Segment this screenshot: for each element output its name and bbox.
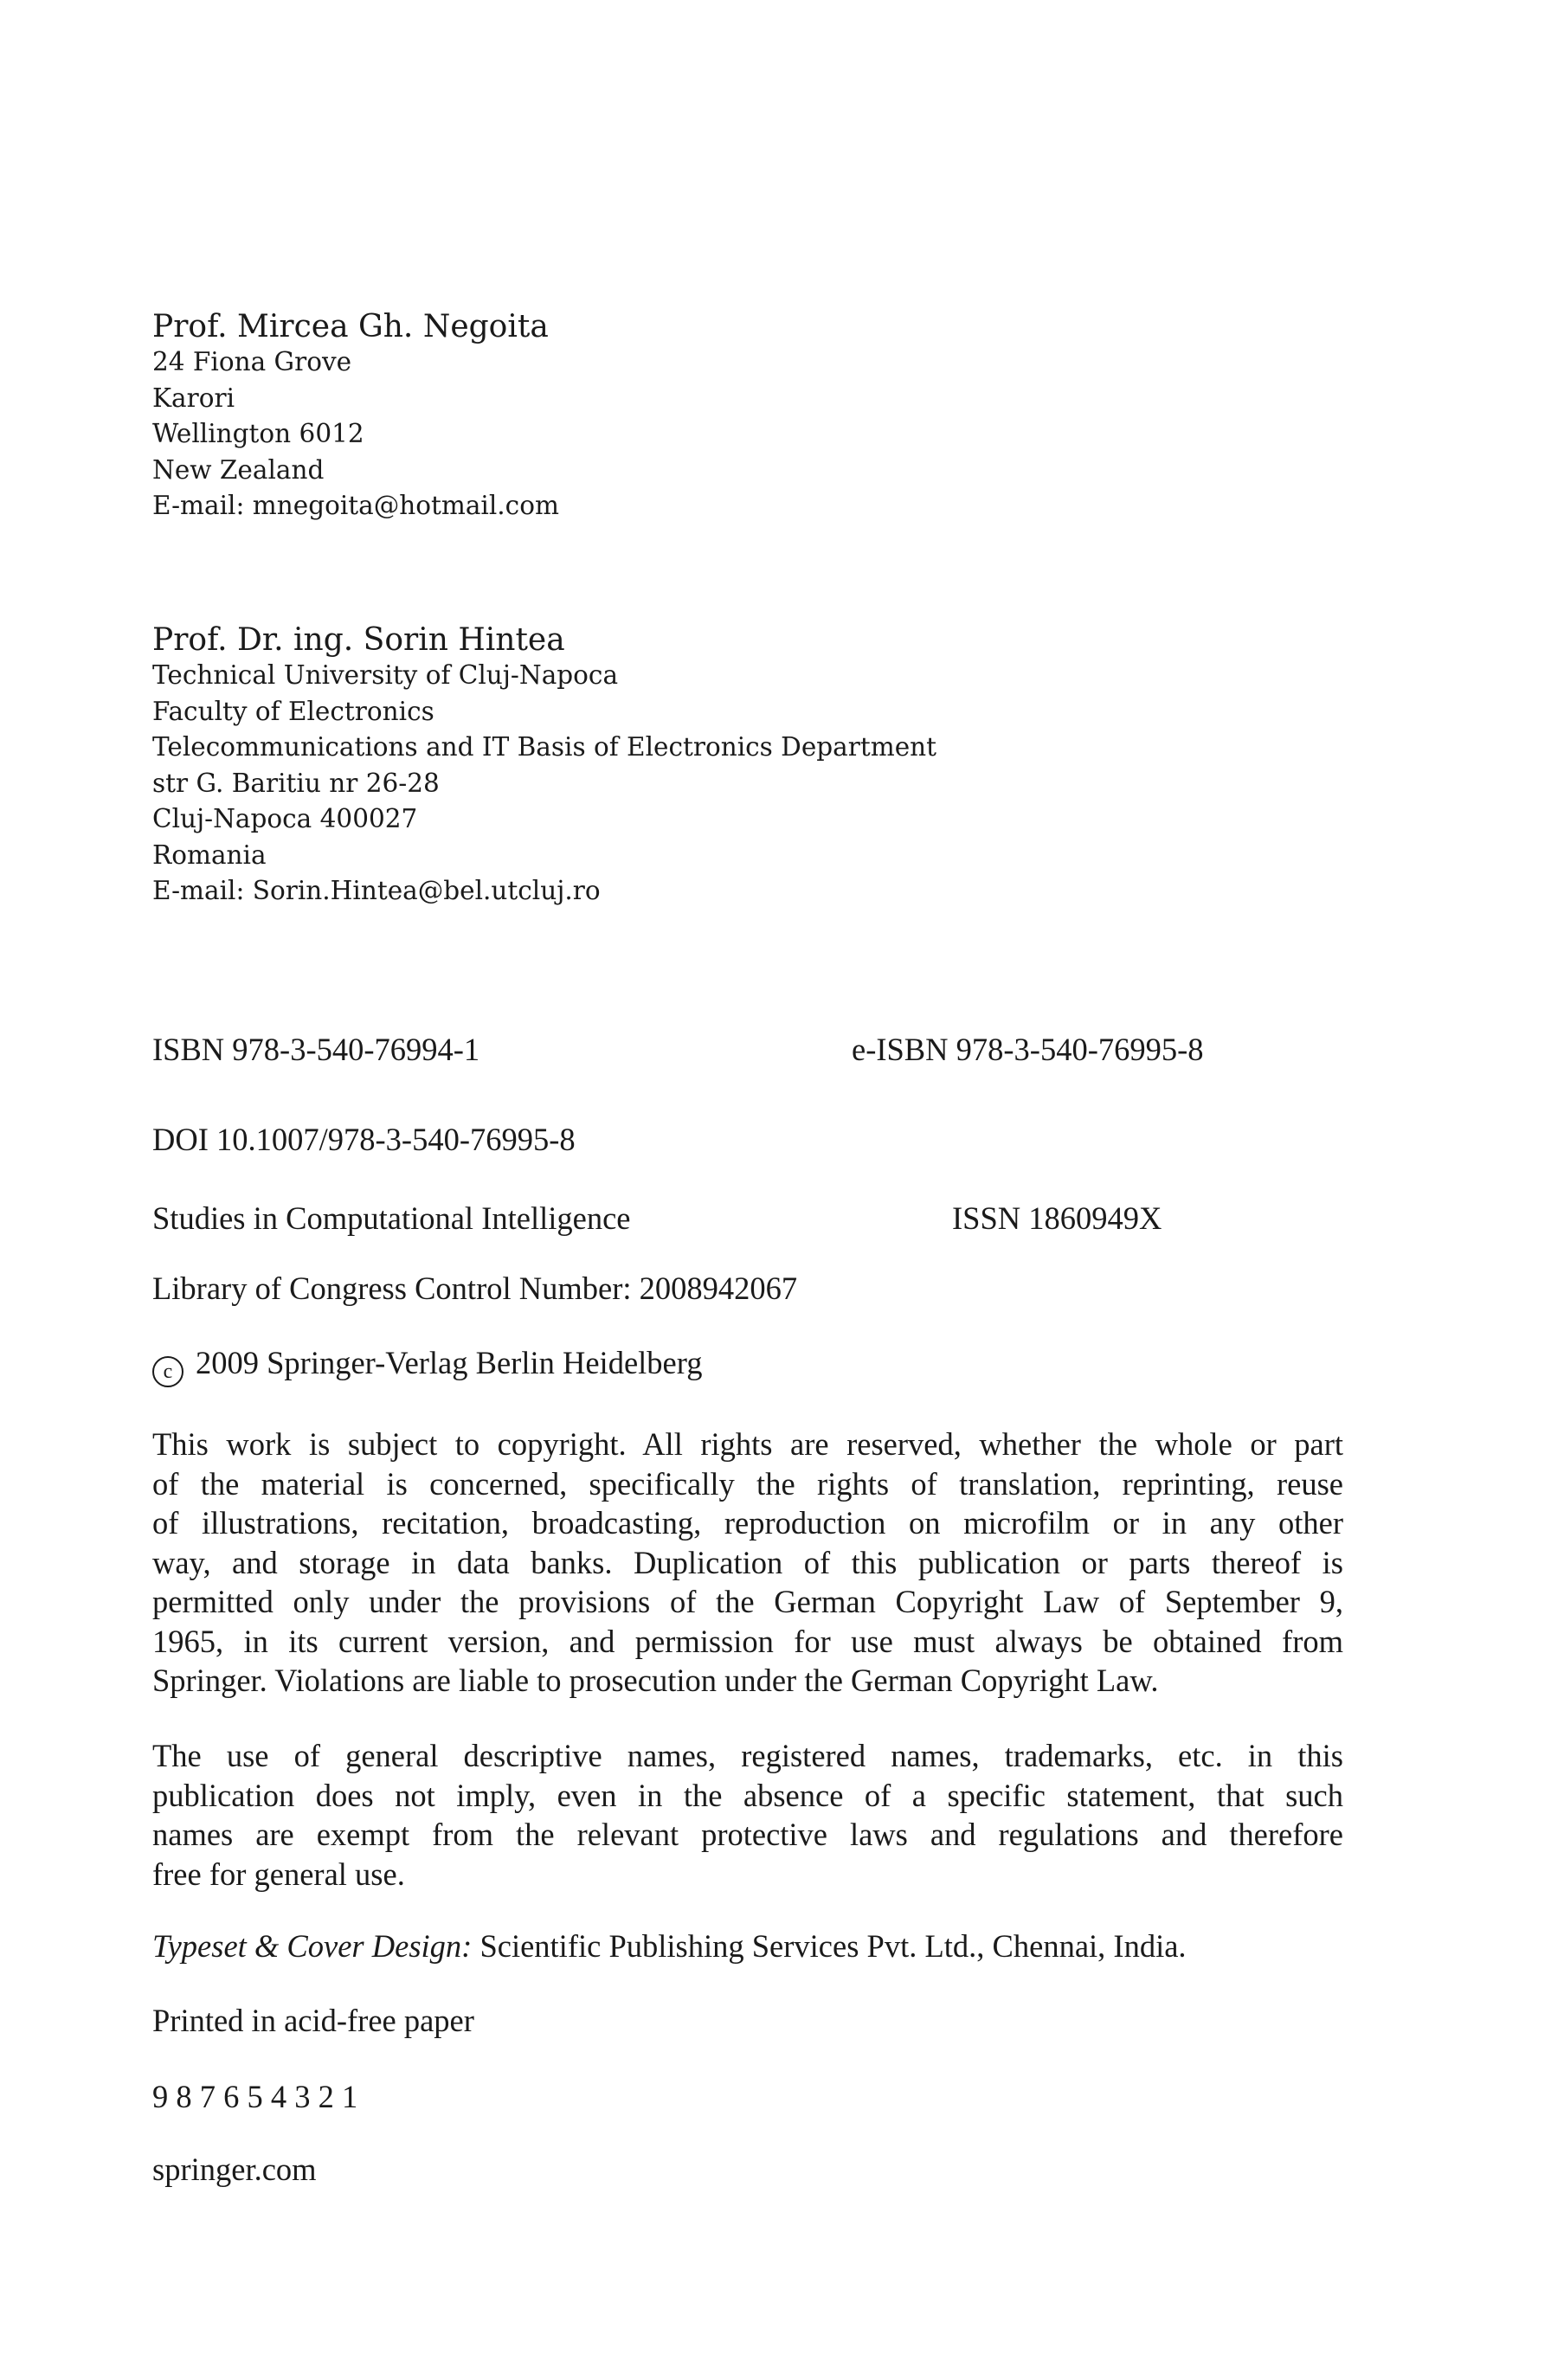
address-line: str G. Baritiu nr 26-28 [152,768,440,798]
paragraph-line: This work is subject to copyright. All rights are reserved, whether the whole or part [152,1426,1343,1462]
copyright-icon: c [152,1356,183,1387]
author-email: E-mail: Sorin.Hintea@bel.utcluj.ro [152,876,601,905]
isbn: ISBN 978-3-540-76994-1 [152,1032,480,1067]
author-block-negoita [152,308,559,524]
paragraph-line: names are exempt from the relevant protective laws and regulations and therefore [152,1817,1343,1852]
loc-control-number: Library of Congress Control Number: 2008942067 [152,1270,798,1306]
publisher-website: springer.com [152,2152,317,2187]
address-line: Faculty of Electronics [152,696,434,726]
paragraph-line: The use of general descriptive names, registered names, trademarks, etc. in this [152,1738,1343,1773]
address-line: Romania [152,839,267,870]
printed-note: Printed in acid-free paper [152,2003,474,2038]
paragraph-line: free for general use. [152,1856,405,1892]
series-title: Studies in Computational Intelligence [152,1200,631,1236]
author-email: E-mail: mnegoita@hotmail.com [152,491,559,520]
e-isbn: e-ISBN 978-3-540-76995-8 [852,1032,1204,1067]
address-line: Karori [152,383,235,413]
typeset-line [152,1927,1187,1965]
rights-paragraph [152,1425,1343,1701]
paragraph-line: of illustrations, recitation, broadcasting, reproduction on microfilm or in any other [152,1505,1343,1541]
address-line: Telecommunications and IT Basis of Electronics Department [152,732,937,762]
paragraph-line: of the material is concerned, specifically the rights of translation, reprinting, reuse [152,1465,1343,1502]
author-block-hintea [152,621,936,910]
address-line: 24 Fiona Grove [152,347,352,376]
paragraph-line: way, and storage in data banks. Duplication of this publication or parts thereof is [152,1544,1343,1580]
address-line: Cluj-Napoca 400027 [152,804,418,833]
paragraph-line: permitted only under the provisions of the German Copyright Law of September 9, [152,1584,1343,1619]
issn: ISSN 1860949X [952,1200,1162,1236]
print-run: 9 8 7 6 5 4 3 2 1 [152,2079,358,2114]
typeset-label: Typeset & Cover Design: [152,1928,473,1964]
typeset-value: Scientific Publishing Services Pvt. Ltd., Chennai, India. [479,1928,1187,1964]
author-name: Prof. Mircea Gh. Negoita [152,309,549,344]
address-line: Technical University of Cluj-Napoca [152,660,619,690]
paragraph-line: Springer. Violations are liable to prosecution under the German Copyright Law. [152,1663,1159,1698]
names-paragraph [152,1736,1343,1894]
author-name: Prof. Dr. ing. Sorin Hintea [152,622,565,658]
doi: DOI 10.1007/978-3-540-76995-8 [152,1122,576,1157]
copyright-text: 2009 Springer-Verlag Berlin Heidelberg [196,1345,703,1380]
paragraph-line: publication does not imply, even in the absence of a specific statement, that such [152,1777,1343,1813]
paragraph-line: 1965, in its current version, and permission for use must always be obtained from [152,1623,1343,1659]
copyright-line [152,1343,702,1387]
address-line: Wellington 6012 [152,419,364,448]
address-line: New Zealand [152,454,325,485]
